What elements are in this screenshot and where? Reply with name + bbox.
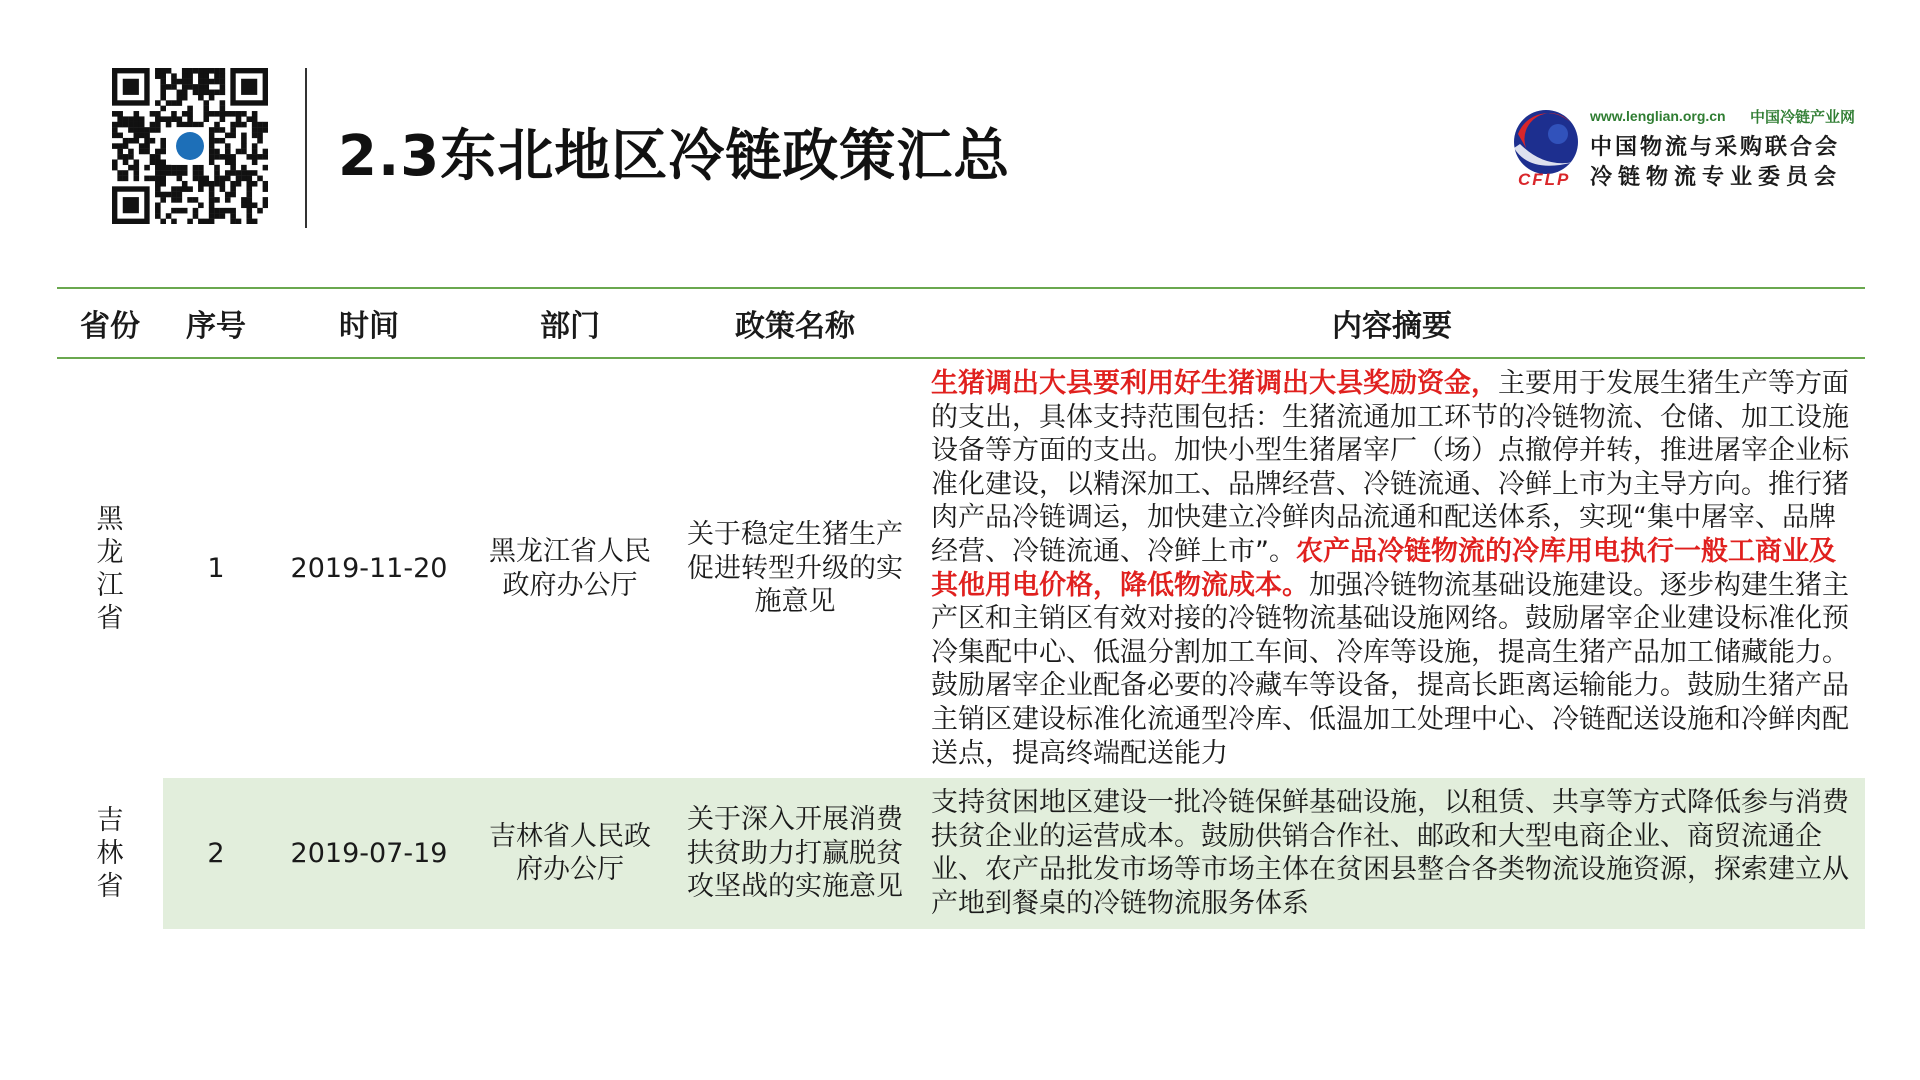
header-date: 时间 (269, 288, 469, 358)
cell-policy-name: 关于深入开展消费扶贫助力打赢脱贫攻坚战的实施意见 (671, 778, 919, 928)
logo-site-name: 中国冷链产业网 (1750, 108, 1856, 126)
summary-text: 加强冷链物流基础设施建设。逐步构建生猪主产区和主销区有效对接的冷链物流基础设施网络。鼓励屠宰企业建设标准化预冷集配中心、低温分割加工车间、冷库等设施，提高生猪产品加工储藏能力。鼓励屠宰企业配备必要的冷藏车等设备，提高长距离运输能力。鼓励生猪产品主销区建设标准化流通型冷库、低温加工处理中心、冷链配送设施和冷鲜肉配送点，提高终端配送能力 (931, 569, 1849, 769)
header-province: 省份 (57, 288, 163, 358)
summary-text: 支持贫困地区建设一批冷链保鲜基础设施，以租赁、共享等方式降低参与消费扶贫企业的运营成本。鼓励供销合作社、邮政和大型电商企业、商贸流通企业、农产品批发市场等市场主体在贫困县整合各类物流设施资源，探索建立从产地到餐桌的冷链物流服务体系 (931, 787, 1849, 919)
cell-summary (919, 778, 1865, 928)
qr-code-image (112, 68, 268, 224)
table-header-row (57, 288, 1865, 358)
cell-department: 黑龙江省人民政府办公厅 (489, 535, 651, 601)
summary-highlight: 生猪调出大县要利用好生猪调出大县奖励资金， (931, 368, 1498, 399)
header-policy-name: 政策名称 (671, 288, 919, 358)
table-row (57, 778, 1865, 928)
summary-highlight: 农产品冷链物流的冷库用电执行一般工商业及其他用电价格，降低物流成本。 (931, 535, 1836, 601)
header-summary: 内容摘要 (919, 288, 1865, 358)
cflp-logo (1500, 104, 1900, 196)
logo-abbr: CFLP (1518, 170, 1571, 189)
table-row (57, 358, 1865, 778)
logo-org-name: 中国物流与采购联合会 (1590, 135, 1841, 160)
page-title: 2.3东北地区冷链政策汇总 (338, 124, 1011, 189)
summary-text: 主要用于发展生猪生产等方面的支出，具体支持范围包括：生猪流通加工环节的冷链物流、仓储、加工设施设备等方面的支出。加快小型生猪屠宰厂（场）点撤停并转，推进屠宰企业标准化建设，以精深加工、品牌经营、冷链流通、冷鲜上市为主导方向。推行猪肉产品冷链调运，加快建立冷鲜肉品流通和配送体系，实现“集中屠宰、品牌经营、冷链流通、冷鲜上市”。 (931, 368, 1849, 567)
logo-url: www.lenglian.org.cn (1590, 108, 1726, 124)
policy-table (57, 287, 1865, 929)
province-text: 吉林省 (96, 804, 124, 902)
header-department: 部门 (469, 288, 671, 358)
cell-department: 吉林省人民政府办公厅 (469, 778, 671, 928)
cell-summary (919, 358, 1865, 778)
cell-province (57, 358, 163, 778)
logo-committee-name: 冷链物流专业委员会 (1590, 165, 1843, 190)
header-no: 序号 (163, 288, 269, 358)
cell-date: 2019-11-20 (290, 552, 448, 584)
province-text: 黑龙江省 (96, 503, 124, 634)
cell-province (57, 778, 163, 928)
cell-date: 2019-07-19 (269, 778, 469, 928)
qr-code (112, 68, 268, 224)
cell-no: 1 (207, 552, 225, 584)
cell-no: 2 (163, 778, 269, 928)
cell-policy-name: 关于稳定生猪生产促进转型升级的实施意见 (687, 519, 903, 618)
header-divider (305, 68, 307, 228)
